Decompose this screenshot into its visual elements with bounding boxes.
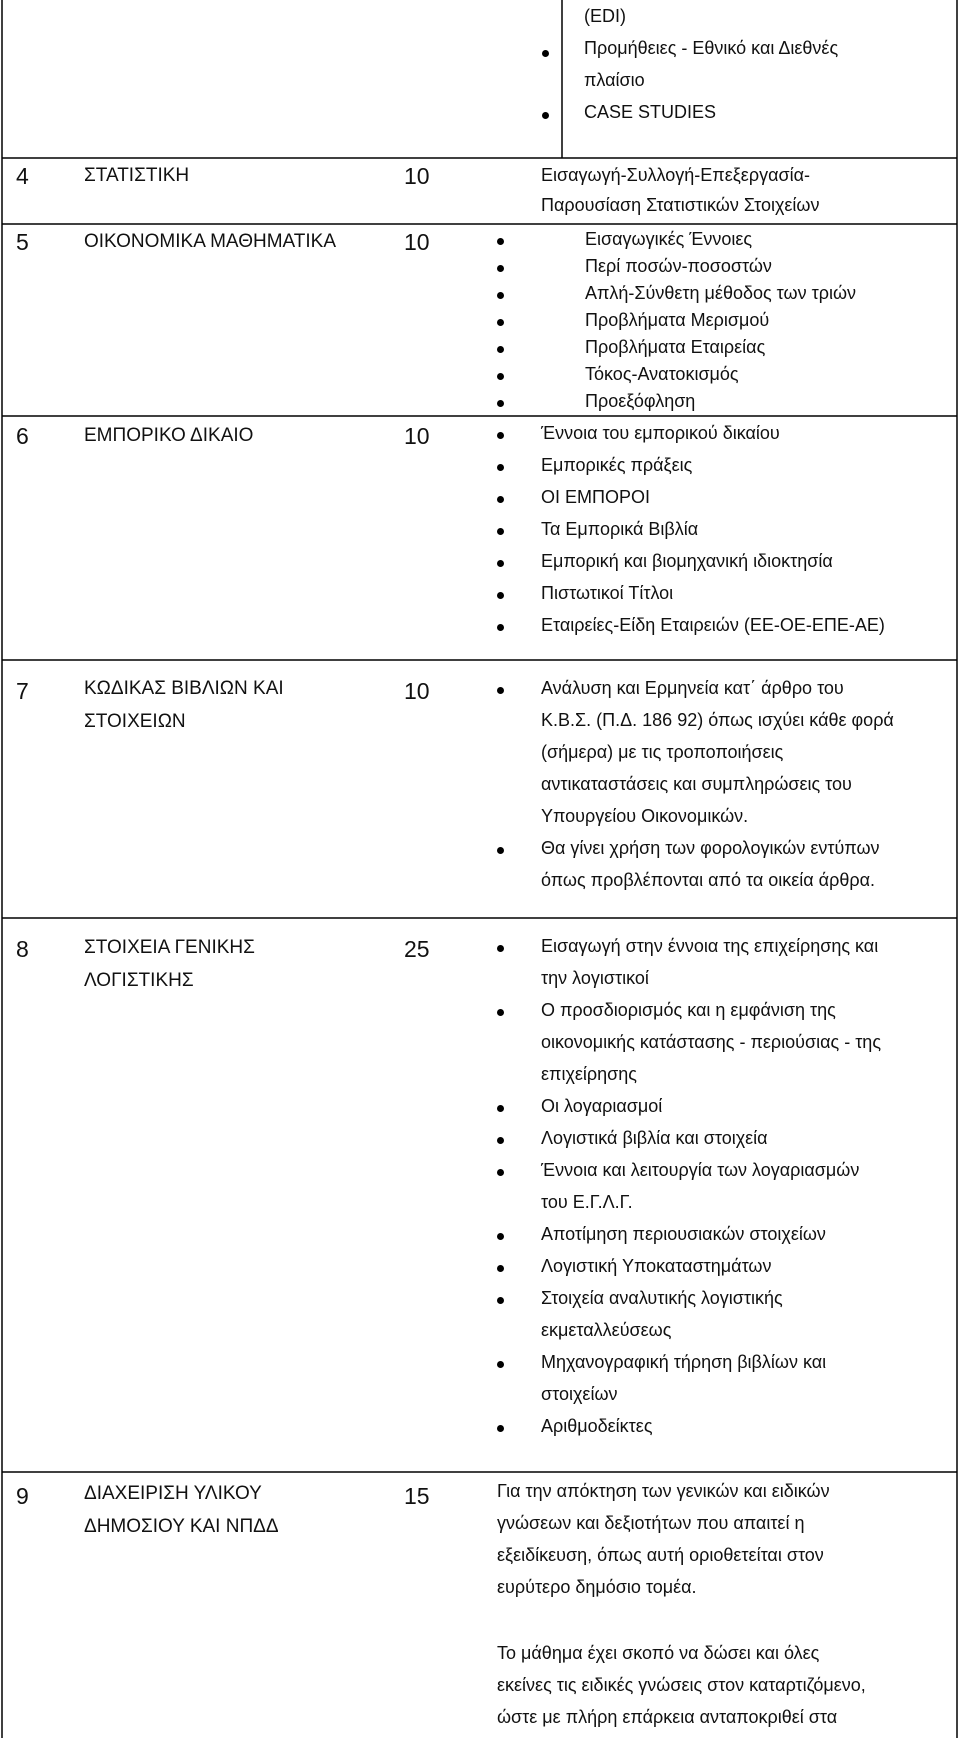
description-line: Παρουσίαση Στατιστικών Στοιχείων	[541, 195, 820, 215]
row-number: 4	[16, 163, 29, 189]
list-item: αντικαταστάσεις και συμπληρώσεις του	[541, 774, 852, 794]
subject-title: ΔΗΜΟΣΙΟΥ ΚΑΙ ΝΠΔΔ	[84, 1516, 279, 1537]
subject-title: ΔΙΑΧΕΙΡΙΣΗ ΥΛΙΚΟΥ	[84, 1483, 262, 1504]
hours-value: 10	[404, 678, 430, 704]
list-item: Λογιστικά βιβλία και στοιχεία	[541, 1128, 768, 1148]
list-item: Εταιρείες-Είδη Εταιρειών (ΕΕ-ΟΕ-ΕΠΕ-ΑΕ)	[541, 615, 885, 635]
bullet-icon	[497, 319, 504, 326]
list-item: Προεξόφληση	[585, 391, 696, 411]
list-item: την λογιστικοί	[541, 968, 649, 988]
hours-value: 10	[404, 229, 430, 255]
bullet-icon	[497, 373, 504, 380]
bullet-icon	[542, 112, 549, 119]
bullet-icon	[497, 1105, 504, 1112]
list-item: (σήμερα) με τις τροποποιήσεις	[541, 742, 784, 762]
list-item: Αποτίμηση περιουσιακών στοιχείων	[541, 1224, 826, 1244]
bullet-icon	[497, 1361, 504, 1368]
list-item: Κ.Β.Σ. (Π.Δ. 186 92) όπως ισχύει κάθε φορά	[541, 710, 894, 730]
row-number: 9	[16, 1483, 29, 1509]
list-item: Στοιχεία αναλυτικής λογιστικής	[541, 1288, 783, 1308]
bullet-icon	[497, 687, 504, 694]
bullet-icon	[497, 1297, 504, 1304]
paragraph-line: Για την απόκτηση των γενικών και ειδικών	[497, 1481, 830, 1501]
bullet-icon	[497, 1233, 504, 1240]
bullet-icon	[497, 1265, 504, 1272]
bullet-icon	[497, 1169, 504, 1176]
bullet-icon	[497, 292, 504, 299]
paragraph-line: γνώσεων και δεξιοτήτων που απαιτεί η	[497, 1513, 805, 1533]
continuation-line: πλαίσιο	[584, 70, 645, 90]
bullet-icon	[497, 346, 504, 353]
bullet-icon	[497, 847, 504, 854]
subject-title: ΛΟΓΙΣΤΙΚΗΣ	[84, 970, 194, 991]
bullet-icon	[497, 624, 504, 631]
bullet-icon	[497, 528, 504, 535]
hours-value: 15	[404, 1483, 430, 1509]
row-number: 6	[16, 423, 29, 449]
list-item: Εισαγωγή στην έννοια της επιχείρησης και	[541, 936, 879, 956]
list-item: επιχείρησης	[541, 1064, 637, 1084]
bullet-icon	[497, 1009, 504, 1016]
list-item: όπως προβλέπονται από τα οικεία άρθρα.	[541, 870, 875, 890]
list-item: Οι λογαριασμοί	[541, 1096, 663, 1116]
list-item: Ανάλυση και Ερμηνεία κατ΄ άρθρο του	[541, 678, 844, 698]
paragraph-line: Το μάθημα έχει σκοπό να δώσει και όλες	[497, 1643, 820, 1663]
continuation-line: CASE STUDIES	[584, 102, 717, 122]
list-item: Απλή-Σύνθετη μέθοδος των τριών	[585, 283, 856, 303]
bullet-icon	[497, 945, 504, 952]
list-item: στοιχείων	[541, 1384, 618, 1404]
subject-title: ΣΤΑΤΙΣΤΙΚΗ	[84, 165, 190, 186]
list-item: Προβλήματα Εταιρείας	[585, 337, 766, 357]
list-item: Τόκος-Ανατοκισμός	[585, 364, 739, 384]
description-line: Εισαγωγή-Συλλογή-Επεξεργασία-	[541, 165, 810, 185]
list-item: Θα γίνει χρήση των φορολογικών εντύπων	[541, 838, 880, 858]
list-item: Περί ποσών-ποσοστών	[585, 256, 772, 276]
list-item: Εμπορική και βιομηχανική ιδιοκτησία	[541, 551, 833, 571]
list-item: Προβλήματα Μερισμού	[585, 310, 770, 330]
hours-value: 10	[404, 163, 430, 189]
list-item: οικονομικής κατάστασης - περιούσιας - της	[541, 1032, 881, 1052]
list-item: Τα Εμπορικά Βιβλία	[541, 519, 699, 539]
list-item: Έννοια και λειτουργία των λογαριασμών	[541, 1160, 860, 1180]
list-item: Αριθμοδείκτες	[541, 1416, 653, 1436]
continuation-line: Προμήθειες - Εθνικό και Διεθνές	[584, 38, 839, 58]
bullet-icon	[497, 560, 504, 567]
subject-title: ΣΤΟΙΧΕΙΑ ΓΕΝΙΚΗΣ	[84, 937, 255, 958]
subject-title: ΣΤΟΙΧΕΙΩΝ	[84, 711, 186, 732]
list-item: Ο προσδιορισμός και η εμφάνιση της	[541, 1000, 836, 1020]
bullet-icon	[497, 238, 504, 245]
list-item: Εμπορικές πράξεις	[541, 455, 693, 475]
bullet-icon	[497, 496, 504, 503]
list-item: Μηχανογραφική τήρηση βιβλίων και	[541, 1352, 827, 1372]
row-number: 5	[16, 229, 29, 255]
hours-value: 10	[404, 423, 430, 449]
subject-title: ΟΙΚΟΝΟΜΙΚΑ ΜΑΘΗΜΑΤΙΚΑ	[84, 231, 337, 252]
list-item: Εισαγωγικές Έννοιες	[585, 229, 753, 249]
list-item: του Ε.Γ.Λ.Γ.	[541, 1192, 633, 1212]
paragraph-line: ευρύτερο δημόσιο τομέα.	[497, 1577, 697, 1597]
list-item: Υπουργείου Οικονομικών.	[541, 806, 749, 826]
bullet-icon	[497, 400, 504, 407]
list-item: Πιστωτικοί Τίτλοι	[541, 583, 674, 603]
paragraph-line: εκείνες τις ειδικές γνώσεις στον καταρτιζόμενο,	[497, 1675, 866, 1695]
bullet-icon	[497, 1425, 504, 1432]
row-number: 7	[16, 678, 29, 704]
list-item: ΟΙ ΕΜΠΟΡΟΙ	[541, 487, 651, 507]
bullet-icon	[497, 464, 504, 471]
subject-title: ΚΩΔΙΚΑΣ ΒΙΒΛΙΩΝ ΚΑΙ	[84, 678, 284, 699]
bullet-icon	[497, 592, 504, 599]
subject-title: ΕΜΠΟΡΙΚΟ ΔΙΚΑΙΟ	[84, 425, 254, 446]
paragraph-line: ώστε με πλήρη επάρκεια ανταποκριθεί στα	[497, 1707, 838, 1727]
bullet-icon	[542, 50, 549, 57]
bullet-icon	[497, 432, 504, 439]
list-item: Λογιστική Υποκαταστημάτων	[541, 1256, 772, 1276]
row-number: 8	[16, 936, 29, 962]
hours-value: 25	[404, 936, 430, 962]
list-item: Έννοια του εμπορικού δικαίου	[541, 423, 780, 443]
bullet-icon	[497, 265, 504, 272]
list-item: εκμεταλλεύσεως	[541, 1320, 672, 1340]
continuation-line: (EDI)	[584, 6, 626, 26]
paragraph-line: εξειδίκευση, όπως αυτή οριοθετείται στον	[497, 1545, 824, 1565]
bullet-icon	[497, 1137, 504, 1144]
